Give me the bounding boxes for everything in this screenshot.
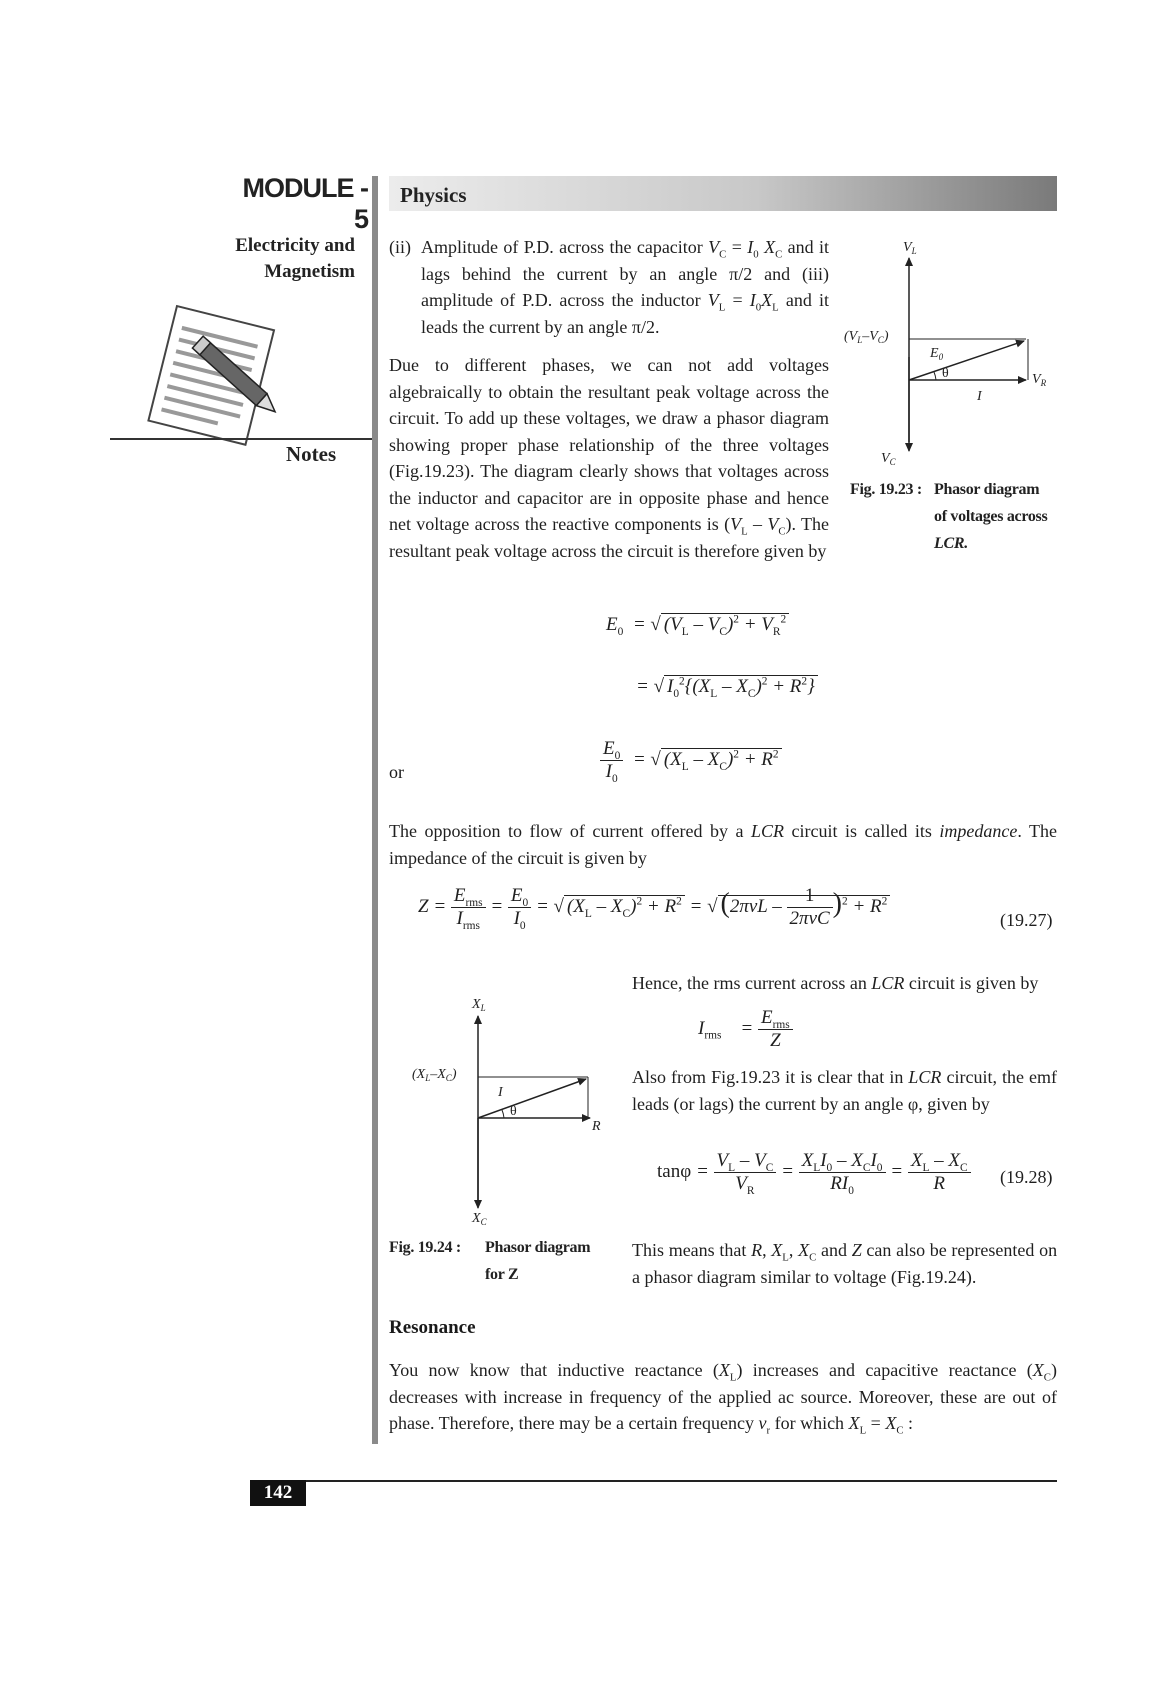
svg-text:θ: θ xyxy=(510,1104,517,1119)
item-ii: (ii) Amplitude of P.D. across the capacitor $V_C = I_0$ $X_C$ and it lags behind the current by an angle π/2 and (iii) amplitude of P.D. across the inductor $V_L = I_0X_L$ and it leads the current by an angle π/2. xyxy=(389,234,829,340)
svg-text:(VL–VC): $(V_L-V_C)$ xyxy=(844,329,889,345)
paragraph-rms-current-text-2: circuit is given by xyxy=(908,973,1039,993)
or-label: or xyxy=(389,762,404,782)
paragraph-impedance-text-2: circuit is called its xyxy=(791,821,932,841)
paragraph-impedance-text-1: The opposition to flow of current offered by a xyxy=(389,821,744,841)
paragraph-rms-current-text-1: Hence, the rms current across an xyxy=(632,973,867,993)
svg-text:VC: $V_C$ xyxy=(881,451,896,467)
paragraph-resonance-text-3: decreases with increase in frequency of the applied ac source. Moreover, these are out of phase. Therefore, there may be a certain frequency xyxy=(389,1386,1057,1433)
figure-19-23-caption-line1: Phasor diagram xyxy=(934,481,1040,498)
svg-text:VR: $V_R$ xyxy=(1032,372,1047,388)
paragraph-phases: Due to different phases, we can not add voltages algebraically to obtain the resultant peak voltage across the circuit. To add up these voltages, we draw a phasor diagram showing proper phase relationship of the three voltages (Fig.19.23). The diagram clearly shows that voltages across the inductor and capacitor are in opposite phase and hence net voltage across the reactive components is $(V_L - V_C)$. The resultant peak voltage across the circuit is therefore given by xyxy=(389,355,830,561)
equation-tan-phi: tanφ = $\frac{V_L - V_C}{V_R}$ = $\frac{X_LI_0 - X_CI_0}{RI_0}$ = $\frac{X_L - X_C}{R}$ xyxy=(657,1150,971,1195)
svg-text:θ: θ xyxy=(942,366,949,381)
figure-19-24-caption xyxy=(485,1234,615,1288)
paragraph-impedance: The opposition to flow of current offered by a LCR circuit is called its impedance. The impedance of the circuit is given by xyxy=(389,821,1058,868)
footer-rule xyxy=(250,1480,1057,1482)
paragraph-rms-current: Hence, the rms current across an LCR circuit is given by xyxy=(632,973,1039,993)
notes-pencil-icon xyxy=(140,302,290,452)
figure-19-23-label: Fig. 19.23 : xyxy=(850,481,922,498)
equation-19-28-number: (19.28) xyxy=(1000,1167,1053,1187)
paragraph-emf-leads: Also from Fig.19.23 it is clear that in LCR circuit, the emf leads (or lags) the current by an angle φ, given by xyxy=(632,1067,1058,1114)
paragraph-resonance-text-4: for which xyxy=(774,1413,845,1433)
equation-e0-over-i0: $\frac{E_0}{I_0}$ = √ $(X_L - X_C)^2 + R^2$ xyxy=(600,738,782,783)
page-number: 142 xyxy=(250,1480,306,1506)
item-ii-number: (ii) xyxy=(389,237,411,257)
paragraph-phasor-similar-text-2: and xyxy=(820,1240,847,1260)
paragraph-emf-leads-text-2: circuit, the emf leads (or lags) the current by an angle φ, given by xyxy=(632,1067,1058,1114)
section-label xyxy=(200,233,355,285)
equation-19-27-number: (19.27) xyxy=(1000,910,1053,930)
resonance-heading: Resonance xyxy=(389,1317,476,1338)
figure-19-24-label: Fig. 19.24 : xyxy=(389,1239,461,1256)
header-bar xyxy=(389,176,1057,211)
figure-19-24-caption-line1: Phasor diagram xyxy=(485,1239,591,1256)
paragraph-impedance-text-4: . The impedance of the circuit is given by xyxy=(389,821,1058,868)
paragraph-phases-text-1: Due to different phases, we can not add voltages algebraically to obtain the resultant peak voltage across the circuit. To add up these voltages, we draw a phasor diagram showing proper phase relationship of the three voltages (Fig.19.23). The diagram clearly shows that voltages across the inductor and capacitor are in opposite phase and hence net voltage across the reactive components is xyxy=(389,355,829,534)
svg-text:XC: $X_C$ xyxy=(472,1211,487,1227)
svg-text:E0: $E_0$ xyxy=(930,346,944,362)
svg-text:XL: $X_L$ xyxy=(472,997,486,1013)
notes-label: Notes xyxy=(286,442,337,466)
figure-19-23-caption-line2: of voltages across xyxy=(934,508,1048,525)
equation-irms: $I_{rms}$ = $\frac{E_{rms}}{Z}$ xyxy=(698,1007,793,1052)
paragraph-phasor-similar-text-1: This means that xyxy=(632,1240,747,1260)
item-ii-text-2: and it lags behind the current by an angle xyxy=(421,237,830,284)
subject-title: Physics xyxy=(400,183,467,207)
section-label-line1: Electricity and xyxy=(235,235,355,256)
equation-e0-voltages: $E_0$ = √ $(V_L - V_C)^2 + V_R^2$ xyxy=(606,614,789,636)
phasor-diagram-voltages xyxy=(836,233,1056,473)
figure-19-23-caption xyxy=(934,476,1058,557)
paragraph-phases-text-2: The resultant peak voltage across the circuit is therefore given by xyxy=(389,514,830,561)
margin-rule xyxy=(372,176,378,1444)
item-ii-text-4: and it leads the current by an angle xyxy=(421,290,830,337)
item-ii-text-3: and (iii) amplitude of P.D. across the inductor xyxy=(421,263,829,310)
paragraph-resonance: You now know that inductive reactance $(X_L)$ increases and capacitive reactance $(X_C)$ decreases with increase in frequency of the applied ac source. Moreover, these are out of phase. Therefore, there may be a certain frequency $\nu_r$ for which $X_L = X_C$ : xyxy=(389,1360,1057,1437)
phasor-diagram-impedance xyxy=(410,990,610,1230)
section-label-line2: Magnetism xyxy=(264,261,355,282)
equation-impedance: Z = $\frac{E_{rms}}{I_{rms}}$ = $\frac{E_0}{I_0}$ = √ $(X_L - X_C)^2 + R^2$ = √ (2πνL – $\frac{1}{\text{2πνC}}$ )$^2 + R^2$ xyxy=(418,885,890,930)
item-ii-text-1: Amplitude of P.D. across the capacitor xyxy=(421,237,703,257)
svg-text:(XL–XC): $(X_L-X_C)$ xyxy=(412,1067,457,1083)
paragraph-phasor-similar-text-3: can also be represented on a phasor diagram similar to voltage (Fig.19.24). xyxy=(632,1240,1058,1287)
module-title: MODULE - 5 xyxy=(242,173,368,234)
equation-e0-reactances: = √ $I_0^2\{(X_L - X_C)^2 + R^2\}$ xyxy=(636,676,818,698)
impedance-term: impedance xyxy=(939,821,1018,841)
notes-divider xyxy=(110,438,372,440)
svg-text:R: R xyxy=(592,1119,601,1134)
svg-text:VL: $V_L$ xyxy=(903,240,917,256)
svg-text:I: I xyxy=(977,389,982,404)
paragraph-phasor-similar: This means that R, $X_L$, $X_C$ and Z can also be represented on a phasor diagram similar to voltage (Fig.19.24). xyxy=(632,1240,1058,1287)
paragraph-emf-leads-text-1: Also from Fig.19.23 it is clear that in xyxy=(632,1067,904,1087)
figure-19-23-caption-line3: LCR. xyxy=(934,535,968,552)
paragraph-resonance-text-2: increases and capacitive reactance xyxy=(752,1360,1017,1380)
paragraph-resonance-text-1: You now know that inductive reactance xyxy=(389,1360,703,1380)
figure-19-24-caption-line2: for Z xyxy=(485,1266,519,1283)
svg-text:I: I xyxy=(498,1085,503,1100)
